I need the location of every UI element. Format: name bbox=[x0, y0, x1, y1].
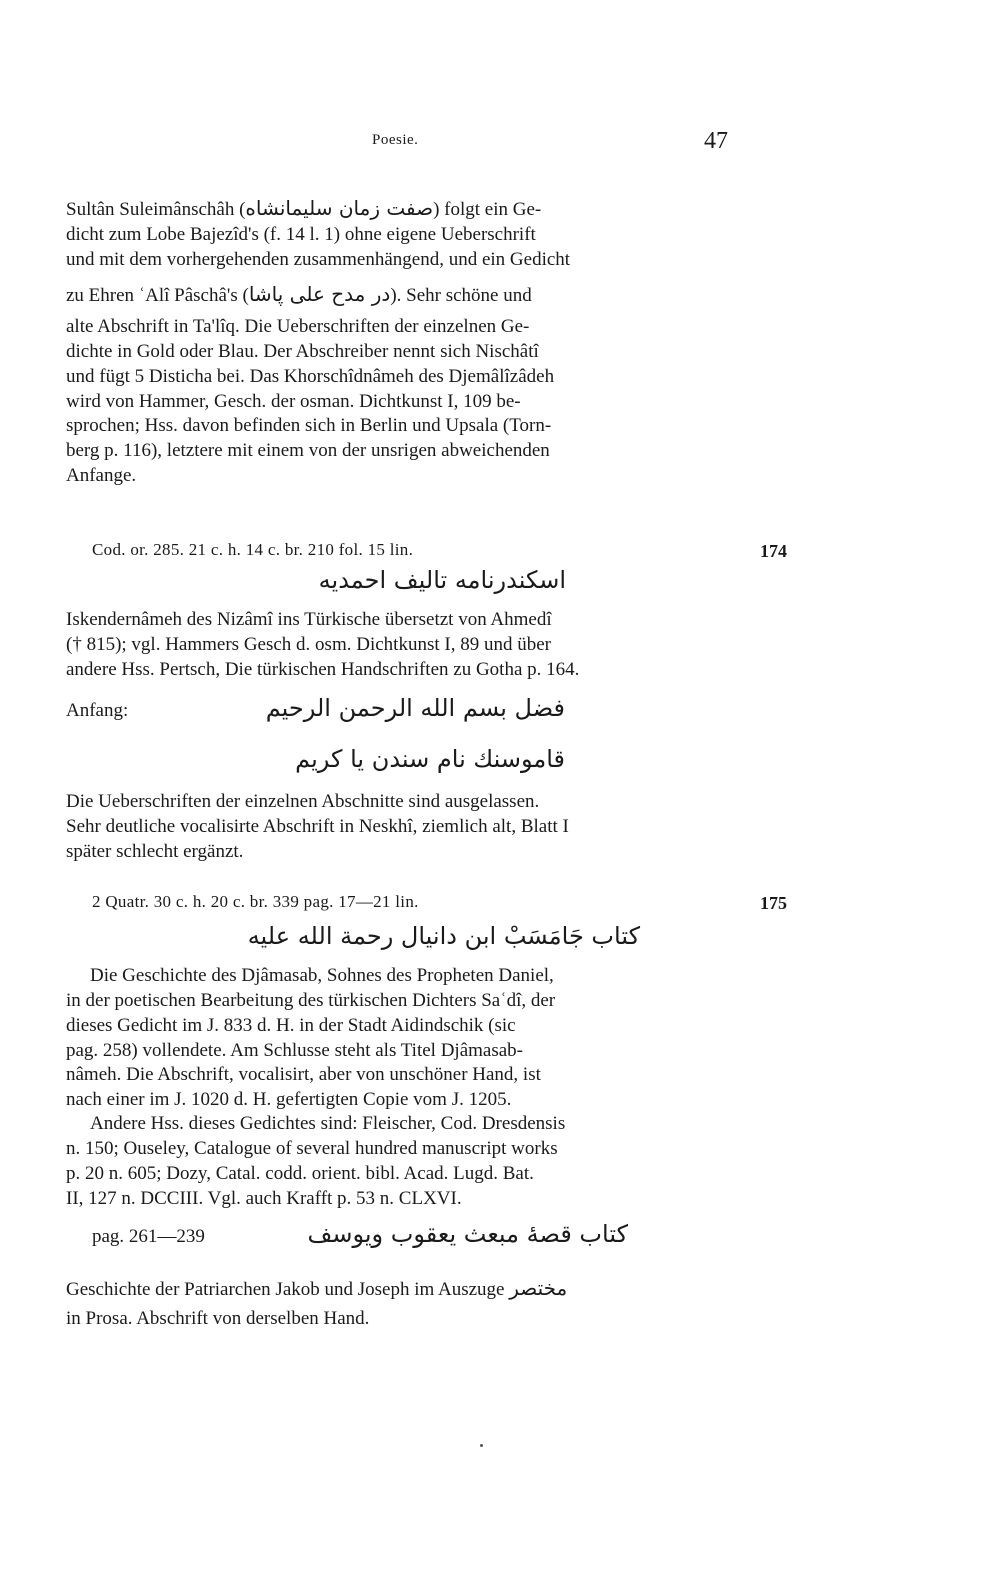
entry-175-mss-line-3: p. 20 n. 605; Dozy, Catal. codd. orient. bibl. Acad. Lugd. Bat. bbox=[66, 1162, 534, 1184]
pag-arabic-title: كتاب قصهٔ مبعث يعقوب ويوسف bbox=[307, 1220, 628, 1248]
intro-line-10: berg p. 116), letztere mit einem von der unsrigen abweichenden bbox=[66, 440, 550, 462]
entry-174-note bbox=[66, 790, 738, 864]
entry-174-note-line-3: später schlecht ergänzt. bbox=[66, 840, 244, 862]
anfang-arabic-line-1: فضل بسم الله الرحمن الرحيم bbox=[265, 694, 565, 722]
pag-label: pag. 261—239 bbox=[92, 1226, 205, 1247]
arabic-inline-mukhtasar: مختصر bbox=[509, 1276, 568, 1300]
entry-174-arabic-title: اسكندرنامه تاليف احمديه bbox=[318, 566, 566, 594]
entry-175-number: 175 bbox=[760, 893, 787, 913]
intro-line-5: alte Abschrift in Ta'lîq. Die Ueberschriften der einzelnen Ge- bbox=[66, 316, 530, 338]
entry-175-line-5: nâmeh. Die Abschrift, vocalisirt, aber von unschöner Hand, ist bbox=[66, 1064, 541, 1086]
arabic-inline-title: صفت زمان سليمانشاه bbox=[245, 196, 434, 220]
arabic-inline-dedication: در مدح على پاشا bbox=[248, 282, 391, 307]
entry-175-description-cont bbox=[66, 989, 738, 1113]
entry-175-heading: 2 Quatr. 30 c. h. 20 c. br. 339 pag. 17—21 lin. bbox=[92, 892, 419, 911]
closing-line-1: Geschichte der Patriarchen Jakob und Joseph im Auszuge مختصر bbox=[66, 1276, 568, 1300]
entry-175-line-2: in der poetischen Bearbeitung des türkischen Dichters Saʿdî, der bbox=[66, 990, 556, 1011]
page-header bbox=[0, 128, 1000, 158]
intro-line-3: und mit dem vorhergehenden zusammenhängend, und ein Gedicht bbox=[66, 248, 571, 270]
intro-line-11: Anfange. bbox=[66, 464, 137, 486]
entry-174-heading: Cod. or. 285. 21 c. h. 14 c. br. 210 fol. 15 lin. bbox=[92, 540, 414, 559]
entry-174-note-line-2: Sehr deutliche vocalisirte Abschrift in Neskhî, ziemlich alt, Blatt I bbox=[66, 815, 569, 837]
entry-174-description bbox=[66, 608, 738, 682]
entry-175-line-1: Die Geschichte des Djâmasab, Sohnes des Propheten Daniel, bbox=[90, 965, 554, 986]
entry-174-note-line-1: Die Ueberschriften der einzelnen Abschnitte sind ausgelassen. bbox=[66, 791, 540, 812]
intro-paragraph bbox=[66, 196, 738, 489]
intro-line-1: Sultân Suleimânschâh (صفت زمان سليمانشاه) folgt ein Ge- bbox=[66, 196, 542, 220]
intro-line-4: zu Ehren ʿAlî Pâschâ's (در مدح على پاشا). Sehr schöne und bbox=[66, 282, 532, 307]
entry-175-line-4: pag. 258) vollendete. Am Schlusse steht als Titel Djâmasab- bbox=[66, 1039, 524, 1061]
anfang-arabic-line-2: قاموسنك نام سندن يا كريم bbox=[295, 745, 565, 773]
entry-175-arabic-title: كتاب جَامَسَبْ ابن دانيال رحمة الله عليه bbox=[247, 922, 640, 950]
entry-174-line-1: Iskendernâmeh des Nizâmî ins Türkische übersetzt von Ahmedî bbox=[66, 609, 552, 630]
intro-line-9: sprochen; Hss. davon befinden sich in Berlin und Upsala (Torn- bbox=[66, 415, 552, 437]
intro-line-6: dichte in Gold oder Blau. Der Abschreiber nennt sich Nischâtî bbox=[66, 340, 539, 362]
entry-175-mss-line-2: n. 150; Ouseley, Catalogue of several hundred manuscript works bbox=[66, 1138, 558, 1159]
entry-175-description bbox=[90, 964, 738, 989]
intro-line-2: dicht zum Lobe Bajezîd's (f. 14 l. 1) ohne eigene Ueberschrift bbox=[66, 223, 536, 245]
entry-175-mss-line-1: Andere Hss. dieses Gedichtes sind: Fleischer, Cod. Dresdensis bbox=[90, 1113, 566, 1134]
entry-175-mss-line-4: II, 127 n. DCCIII. Vgl. auch Krafft p. 53 n. CLXVI. bbox=[66, 1187, 462, 1209]
entry-175-line-3: dieses Gedicht im J. 833 d. H. in der Stadt Aidindschik (sic bbox=[66, 1014, 516, 1036]
intro-line-7: und fügt 5 Disticha bei. Das Khorschîdnâmeh des Djemâlîzâdeh bbox=[66, 365, 555, 387]
entry-175-other-mss-cont bbox=[66, 1137, 738, 1211]
stray-mark bbox=[480, 1444, 483, 1447]
closing-paragraph bbox=[66, 1276, 738, 1332]
entry-175-other-mss bbox=[90, 1112, 738, 1137]
closing-line-2: in Prosa. Abschrift von derselben Hand. bbox=[66, 1307, 370, 1329]
running-head: Poesie. bbox=[372, 132, 419, 148]
anfang-label: Anfang: bbox=[66, 700, 129, 721]
intro-line-8: wird von Hammer, Gesch. der osman. Dichtkunst I, 109 be- bbox=[66, 390, 521, 412]
entry-175-line-6: nach einer im J. 1020 d. H. gefertigten Copie vom J. 1205. bbox=[66, 1089, 512, 1111]
entry-174-line-2: († 815); vgl. Hammers Gesch d. osm. Dichtkunst I, 89 und über bbox=[66, 633, 551, 655]
entry-174-line-3: andere Hss. Pertsch, Die türkischen Handschriften zu Gotha p. 164. bbox=[66, 658, 580, 680]
page-number: 47 bbox=[704, 128, 728, 154]
entry-174-number: 174 bbox=[760, 541, 787, 561]
